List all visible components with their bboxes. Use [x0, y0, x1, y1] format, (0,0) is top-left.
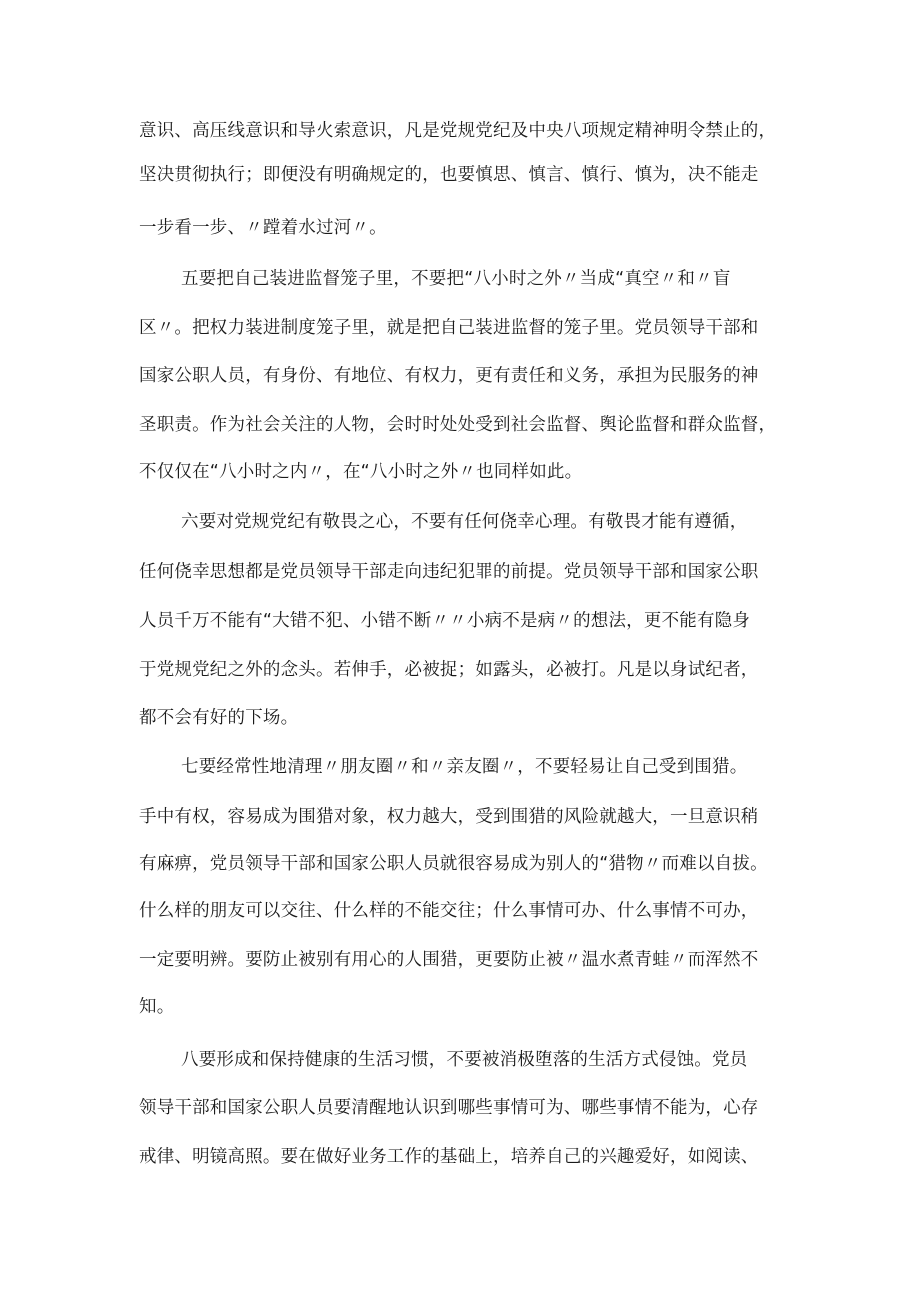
text-line: 什么样的朋友可以交往、什么样的不能交往；什么事情可办、什么事情不可办， [139, 901, 759, 921]
paragraph-start-7: 七要经常性地清理〃朋友圈〃和〃亲友圈〃，不要轻易让自己受到围猎。 [181, 757, 748, 777]
text-line: 圣职责。作为社会关注的人物，会时时处处受到社会监督、舆论监督和群众监督， [139, 415, 777, 435]
text-line: 一步看一步、〃蹚着水过河〃。 [139, 218, 387, 238]
text-line: 区〃。把权力装进制度笼子里，就是把自己装进监督的笼子里。党员领导干部和 [139, 318, 759, 338]
text-line: 意识、高压线意识和导火索意识，凡是党规党纪及中央八项规定精神明令禁止的， [139, 121, 777, 141]
text-line: 领导干部和国家公职人员要清醒地认识到哪些事情可为、哪些事情不能为，心存 [139, 1098, 759, 1118]
paragraph-start-8: 八要形成和保持健康的生活习惯，不要被消极堕落的生活方式侵蚀。党员 [181, 1050, 748, 1070]
text-line: 戒律、明镜高照。要在做好业务工作的基础上，培养自己的兴趣爱好，如阅读、 [139, 1147, 759, 1167]
text-line: 知。 [139, 997, 175, 1017]
text-line: 有麻痹，党员领导干部和国家公职人员就很容易成为别人的“猎物〃而难以自拔。 [139, 854, 768, 874]
text-line: 不仅仅在“八小时之内〃，在“八小时之外〃也同样如此。 [139, 462, 583, 482]
paragraph-start-5: 五要把自己装进监督笼子里，不要把“八小时之外〃当成“真空〃和〃盲 [181, 269, 731, 289]
text-line: 任何侥幸思想都是党员领导干部走向违纪犯罪的前提。党员领导干部和国家公职 [139, 562, 759, 582]
text-line: 一定要明辨。要防止被别有用心的人围猎，更要防止被〃温水煮青蛙〃而浑然不 [139, 950, 759, 970]
paragraph-start-6: 六要对党规党纪有敬畏之心，不要有任何侥幸心理。有敬畏才能有遵循， [181, 512, 748, 532]
text-line: 手中有权，容易成为围猎对象，权力越大，受到围猎的风险就越大，一旦意识稍 [139, 807, 759, 827]
text-line: 于党规党纪之外的念头。若伸手，必被捉；如露头，必被打。凡是以身试纪者， [139, 660, 759, 680]
text-line: 人员千万不能有“大错不犯、小错不断〃〃小病不是病〃的想法，更不能有隐身 [139, 611, 751, 631]
text-line: 坚决贯彻执行；即便没有明确规定的，也要慎思、慎言、慎行、慎为，决不能走 [139, 165, 759, 185]
text-line: 国家公职人员，有身份、有地位、有权力，更有责任和义务，承担为民服务的神 [139, 366, 759, 386]
text-line: 都不会有好的下场。 [139, 708, 299, 728]
